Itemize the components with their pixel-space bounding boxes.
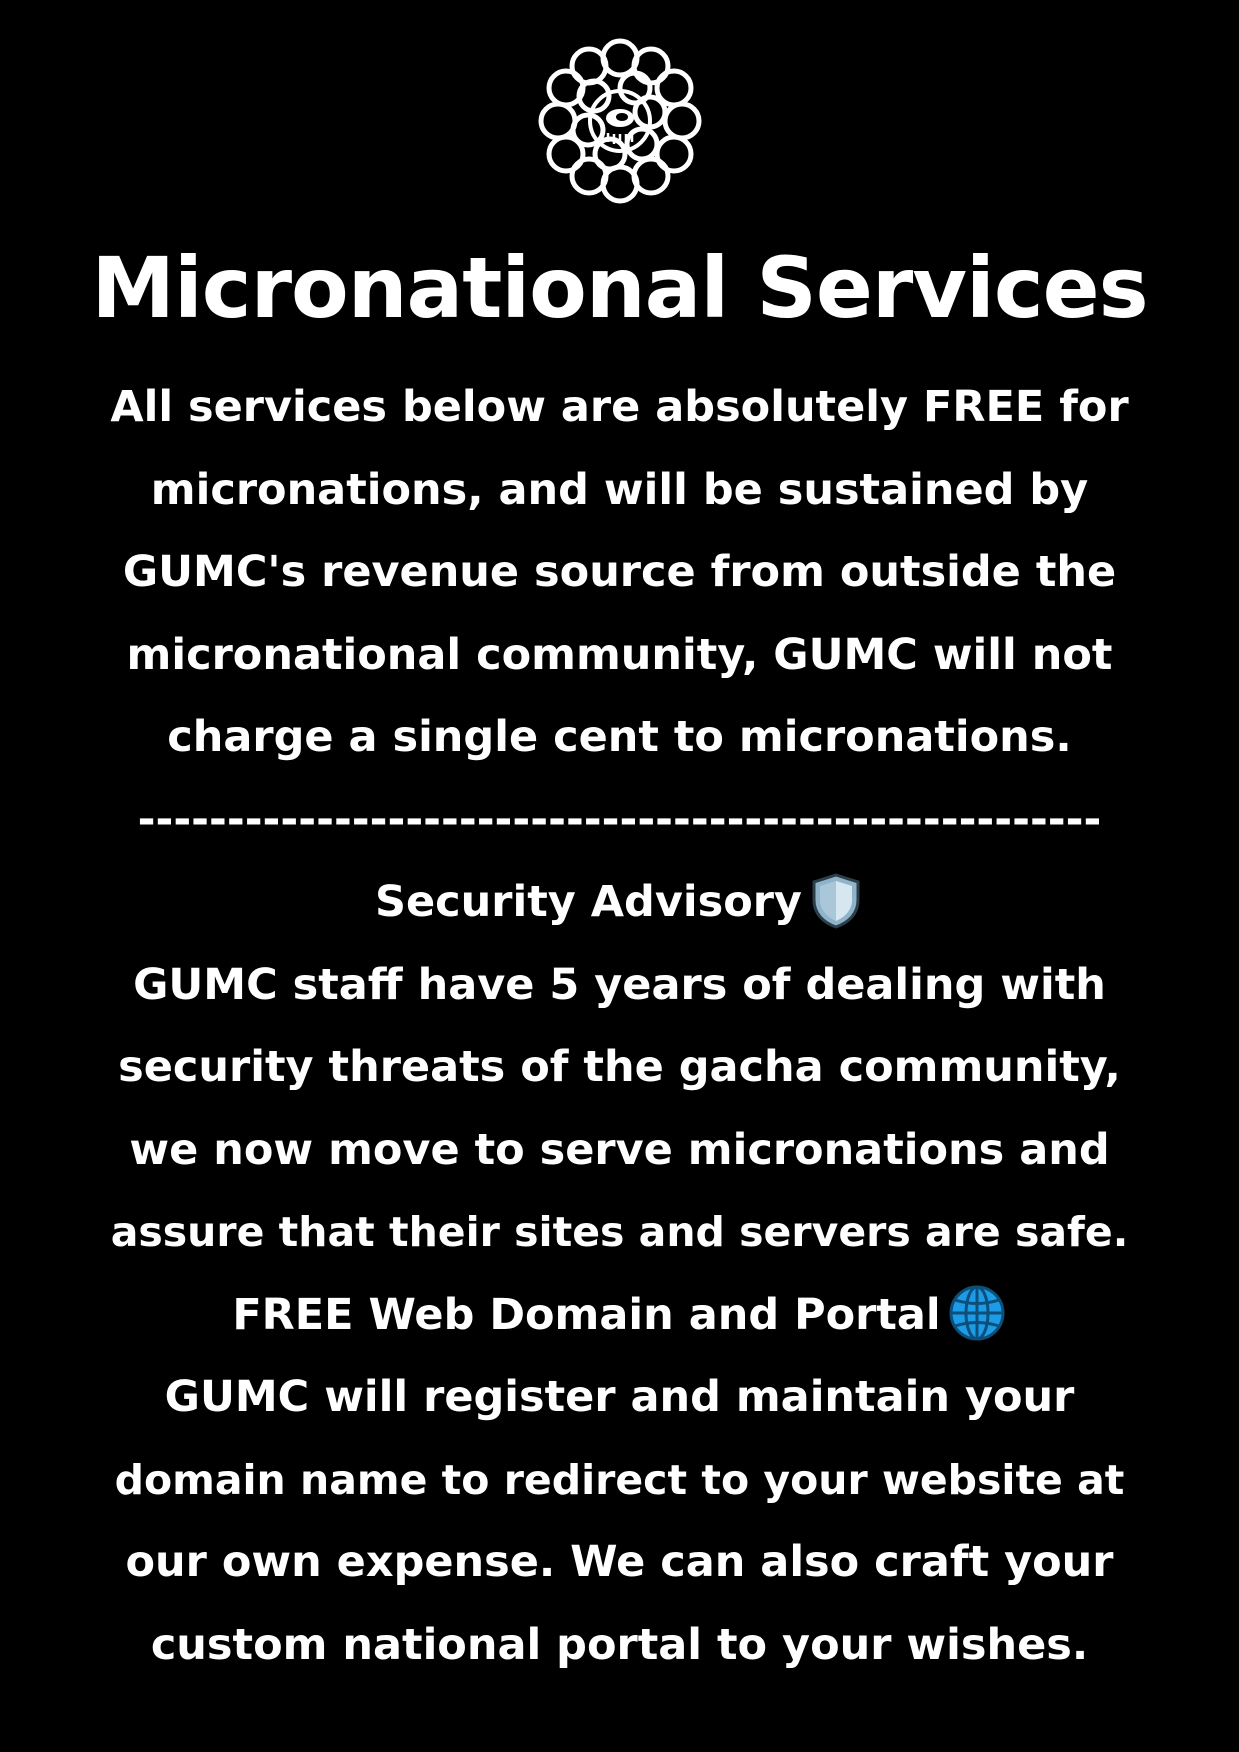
intro-line: charge a single cent to micronations. [167,712,1072,762]
logo [534,38,706,204]
intro-line: GUMC's revenue source from outside the [122,547,1117,597]
security-heading [0,861,1239,944]
security-line: assure that their sites and servers are safe. [110,1208,1129,1256]
divider: ------------------------------------------------------ [137,794,1102,845]
intro-line: micronations, and will be sustained by [150,464,1089,515]
security-line: security threats of the gacha community, [118,1042,1121,1092]
security-line: GUMC staff have 5 years of dealing with [133,959,1106,1010]
intro-line: All services below are absolutely FREE for [110,382,1129,432]
domain-line: GUMC will register and maintain your [164,1372,1075,1422]
shield-icon [808,872,864,930]
domain-heading [0,1274,1239,1357]
domain-line: domain name to redirect to your website at [114,1455,1125,1504]
security-line: we now move to serve micronations and [129,1124,1110,1175]
globe-icon [947,1283,1007,1343]
domain-heading-text: FREE Web Domain and Portal [232,1289,941,1340]
security-heading-text: Security Advisory [375,877,802,927]
intro-line: micronational community, GUMC will not [126,629,1113,680]
domain-line: our own expense. We can also craft your [125,1537,1114,1587]
domain-line: custom national portal to your wishes. [150,1619,1089,1670]
ring-chain-emblem-icon [534,38,706,204]
content [0,366,1239,1686]
page-title: Micronational Services [91,239,1148,337]
